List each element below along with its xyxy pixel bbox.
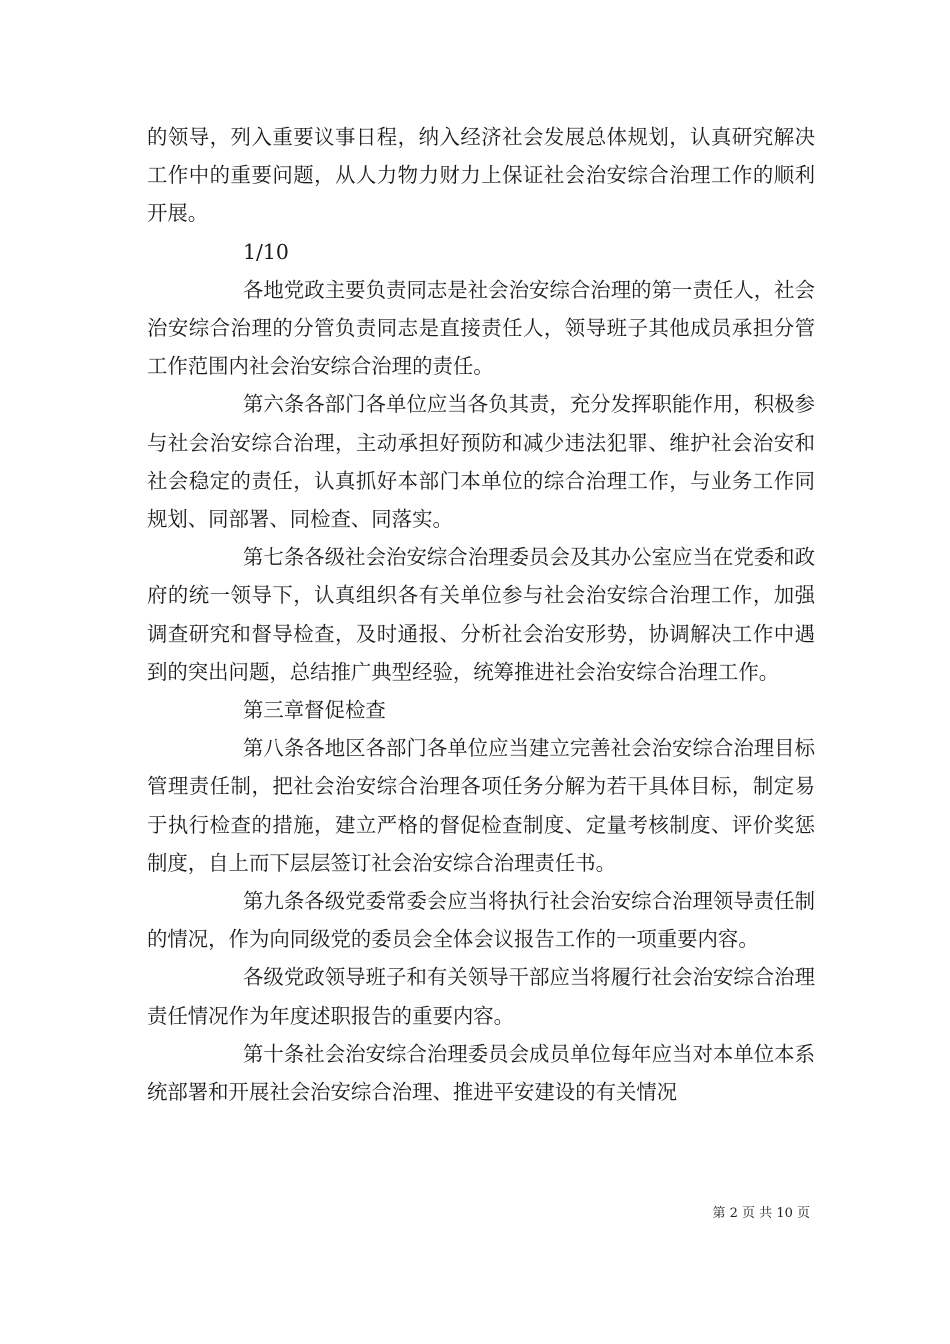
- article-8: 第八条各地区各部门各单位应当建立完善社会治安综合治理目标管理责任制，把社会治安综合治理各项任务分解为若干具体目标，制定易于执行检查的措施，建立严格的督促检查制度、定量考核制度、评价奖惩制度，自上而下层层签订社会治安综合治理责任书。: [147, 736, 815, 875]
- paragraph-responsibility: 各地党政主要负责同志是社会治安综合治理的第一责任人，社会治安综合治理的分管负责同志是直接责任人，领导班子其他成员承担分管工作范围内社会治安综合治理的责任。: [147, 277, 815, 379]
- article-7: 第七条各级社会治安综合治理委员会及其办公室应当在党委和政府的统一领导下，认真组织各有关单位参与社会治安综合治理工作，加强调查研究和督导检查，及时通报、分析社会治安形势，协调解决工作中遇到的突出问题，总结推广典型经验，统筹推进社会治安综合治理工作。: [147, 545, 815, 684]
- chapter-3-heading: 第三章督促检查: [243, 698, 386, 723]
- article-10: 第十条社会治安综合治理委员会成员单位每年应当对本单位本系统部署和开展社会治安综合治理、推进平安建设的有关情况: [147, 1041, 815, 1105]
- document-body: [147, 118, 815, 1111]
- article-9: 第九条各级党委常委会应当将执行社会治安综合治理领导责任制的情况，作为向同级党的委员会全体会议报告工作的一项重要内容。: [147, 889, 815, 952]
- page-number-footer: 第 2 页 共 10 页: [712, 1206, 810, 1221]
- paragraph-annual-report: 各级党政领导班子和有关领导干部应当将履行社会治安综合治理责任情况作为年度述职报告的重要内容。: [147, 965, 815, 1028]
- article-6: 第六条各部门各单位应当各负其责，充分发挥职能作用，积极参与社会治安综合治理，主动承担好预防和减少违法犯罪、维护社会治安和社会稳定的责任，认真抓好本部门本单位的综合治理工作，与业务工作同规划、同部署、同检查、同落实。: [147, 392, 815, 532]
- paragraph-continuation: 的领导，列入重要议事日程，纳入经济社会发展总体规划，认真研究解决工作中的重要问题，从人力物力财力上保证社会治安综合治理工作的顺利开展。: [147, 125, 815, 226]
- page-marker: 1/10: [243, 239, 289, 264]
